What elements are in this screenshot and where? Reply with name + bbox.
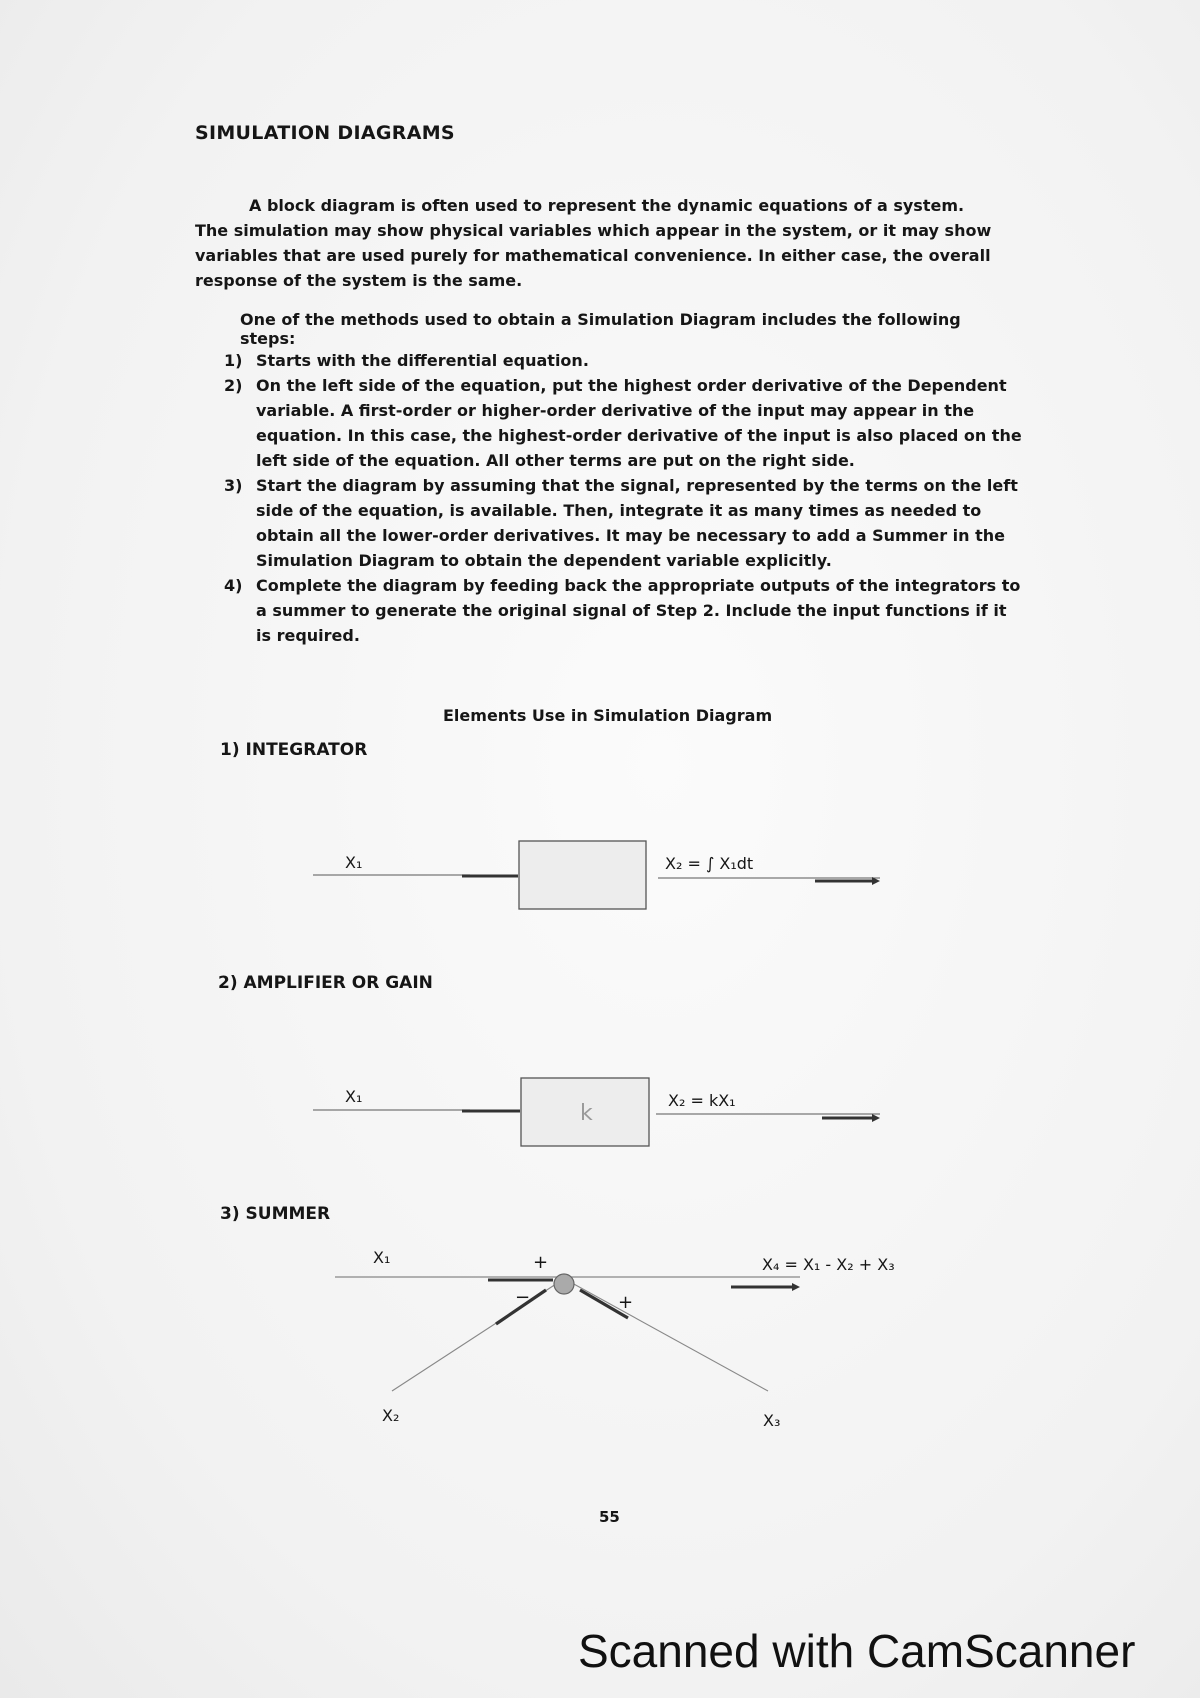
step-text: On the left side of the equation, put the highest order derivative of the Dependent variable. A first-order or higher-order derivative of the input may appear in the equation. In this case, the highest-order derivative of the input is also placed on the left side of the equation. All other terms are put on the right side. bbox=[256, 376, 1022, 470]
step-number: 1) bbox=[224, 351, 243, 370]
plus-sign: + bbox=[618, 1292, 634, 1313]
page-title: SIMULATION DIAGRAMS bbox=[195, 122, 455, 144]
output-equation: X₂ = kX₁ bbox=[668, 1091, 736, 1110]
input1-label: X₁ bbox=[373, 1248, 391, 1267]
summing-junction-icon bbox=[554, 1274, 574, 1294]
page-number: 55 bbox=[599, 1508, 620, 1526]
summer-heading: 3) SUMMER bbox=[220, 1204, 331, 1224]
camscanner-watermark: Scanned with CamScanner bbox=[578, 1625, 1136, 1677]
output-equation: X₂ = ∫ X₁dt bbox=[665, 854, 754, 873]
elements-title: Elements Use in Simulation Diagram bbox=[443, 706, 773, 725]
steps-intro: One of the methods used to obtain a Simulation Diagram includes the following steps: bbox=[240, 310, 961, 348]
step-text: Complete the diagram by feeding back the appropriate outputs of the integrators to a summer to generate the original signal of Step 2. Include the input functions if it is required. bbox=[256, 576, 1021, 645]
input2-label: X₂ bbox=[382, 1406, 400, 1425]
step-number: 4) bbox=[224, 576, 243, 595]
integrator-heading: 1) INTEGRATOR bbox=[220, 740, 368, 760]
arrowhead-icon bbox=[792, 1283, 800, 1291]
paragraph-text: A block diagram is often used to represent the dynamic equations of a system. The simulation may show physical variables which appear in the system, or it may show variables that are used purely for mathematical convenience. In either case, the overall response of the system is the same. bbox=[195, 196, 992, 290]
step-text-part: Start the diagram by assuming that the signal, represented by the terms on the left side of the equation, is available. Then, integrate it as many times as needed to obtain all the lower-order derivatives. It may be necessary to add a bbox=[256, 476, 1018, 545]
output-equation: X₄ = X₁ - X₂ + X₃ bbox=[762, 1255, 895, 1274]
plus-sign: + bbox=[533, 1252, 549, 1273]
amplifier-heading: 2) AMPLIFIER OR GAIN bbox=[218, 973, 433, 993]
gain-label: k bbox=[580, 1101, 593, 1126]
input-label: X₁ bbox=[345, 1087, 363, 1106]
step-number: 2) bbox=[224, 376, 243, 395]
input3-line bbox=[572, 1283, 768, 1391]
minus-sign: − bbox=[515, 1287, 531, 1308]
input-label: X₁ bbox=[345, 853, 363, 872]
step-number: 3) bbox=[224, 476, 243, 495]
input3-label: X₃ bbox=[763, 1411, 781, 1430]
step-text: Starts with the differential equation. bbox=[256, 351, 589, 370]
step-text-bold: Summer bbox=[872, 526, 948, 545]
step-text-part: in the Simulation Diagram to obtain the dependent variable explicitly. bbox=[256, 526, 1006, 570]
